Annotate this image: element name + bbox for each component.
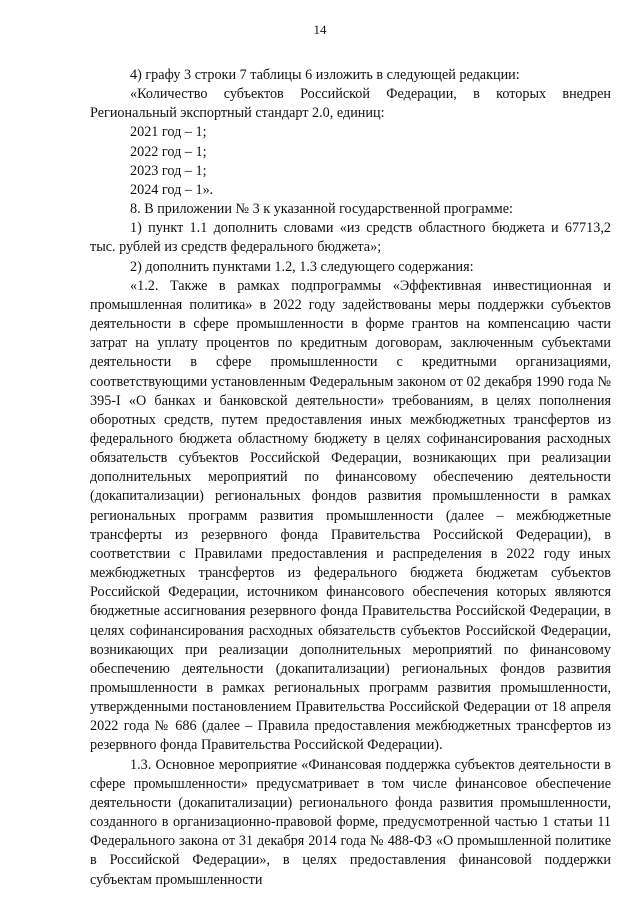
paragraph-subitem-2: 2) дополнить пунктами 1.2, 1.3 следующего содержания: [130, 258, 474, 275]
document-body [90, 66, 611, 890]
paragraph-year-2021: 2021 год – 1; [130, 124, 207, 141]
paragraph-item-8: 8. В приложении № 3 к указанной государственной программе: [130, 201, 513, 218]
paragraph-subitem-1: 1) пункт 1.1 дополнить словами «из средств областного бюджета и 67713,2 тыс. рублей из средств федерального бюджета»; [90, 220, 611, 256]
paragraph-point-1-3: 1.3. Основное мероприятие «Финансовая поддержка субъектов деятельности в сфере промышленности» предусматривает в том числе финансовое обеспечение деятельности (докапитализации) регионального фонда развития промышленности, созданного в организационно-правовой форме, предусмотренной частью 1 статьи 11 Федерального закона от 31 декабря 2014 года № 488-ФЗ «О промышленной политике в Российской Федерации», в целях предоставления финансовой поддержки субъектам промышленности [90, 756, 611, 888]
paragraph-year-2024: 2024 год – 1». [130, 181, 214, 198]
paragraph-quote-indicator: «Количество субъектов Российской Федерации, в которых внедрен Региональный экспортный стандарт 2.0, единиц: [90, 86, 611, 122]
paragraph-year-2023: 2023 год – 1; [130, 162, 207, 179]
page-number: 14 [313, 22, 327, 37]
paragraph-item-4-intro: 4) графу 3 строки 7 таблицы 6 изложить в следующей редакции: [130, 67, 520, 83]
paragraph-point-1-2: «1.2. Также в рамках подпрограммы «Эффективная инвестиционная и промышленная политика» в 2022 году задействованы меры поддержки субъектов деятельности в сфере промышленности в форме грантов на компенсацию части затрат на уплату процентов по кредитным договорам, заключенным субъектами деятельности в сфере промышленности с кредитными организациями, соответствующими установленным Федеральным законом от 02 декабря 1990 года № 395-I «О банках и банковской деятельности» требованиям, в целях пополнения оборотных средств, путем предоставления иных межбюджетных трансфертов из федерального бюджета областному бюджету в целях софинансирования расходных обязательств субъектов Российской Федерации, возникающих при реализации дополнительных мероприятий по финансовому обеспечению деятельности (докапитализации) региональных фондов развития промышленности в рамках региональных программ развития промышленности (далее – межбюджетные трансферты из резервного фонда Правительства Российской Федерации), в соответствии с Правилами предоставления и распределения в 2022 году иных межбюджетных трансфертов из федерального бюджета бюджетам субъектов Российской Федерации, источником финансового обеспечения которых являются бюджетные ассигнования резервного фонда Правительства Российской Федерации, в целях софинансирования расходных обязательств субъектов Российской Федерации, возникающих при реализации дополнительных мероприятий по финансовому обеспечению деятельности (докапитализации) региональных фондов развития промышленности в рамках региональных программ развития промышленности, утвержденными постановлением Правительства Российской Федерации от 18 апреля 2022 года № 686 (далее – Правила предоставления межбюджетных трансфертов из резервного фонда Правительства Российской Федерации). [90, 277, 611, 754]
paragraph-year-2022: 2022 год – 1; [130, 143, 207, 160]
